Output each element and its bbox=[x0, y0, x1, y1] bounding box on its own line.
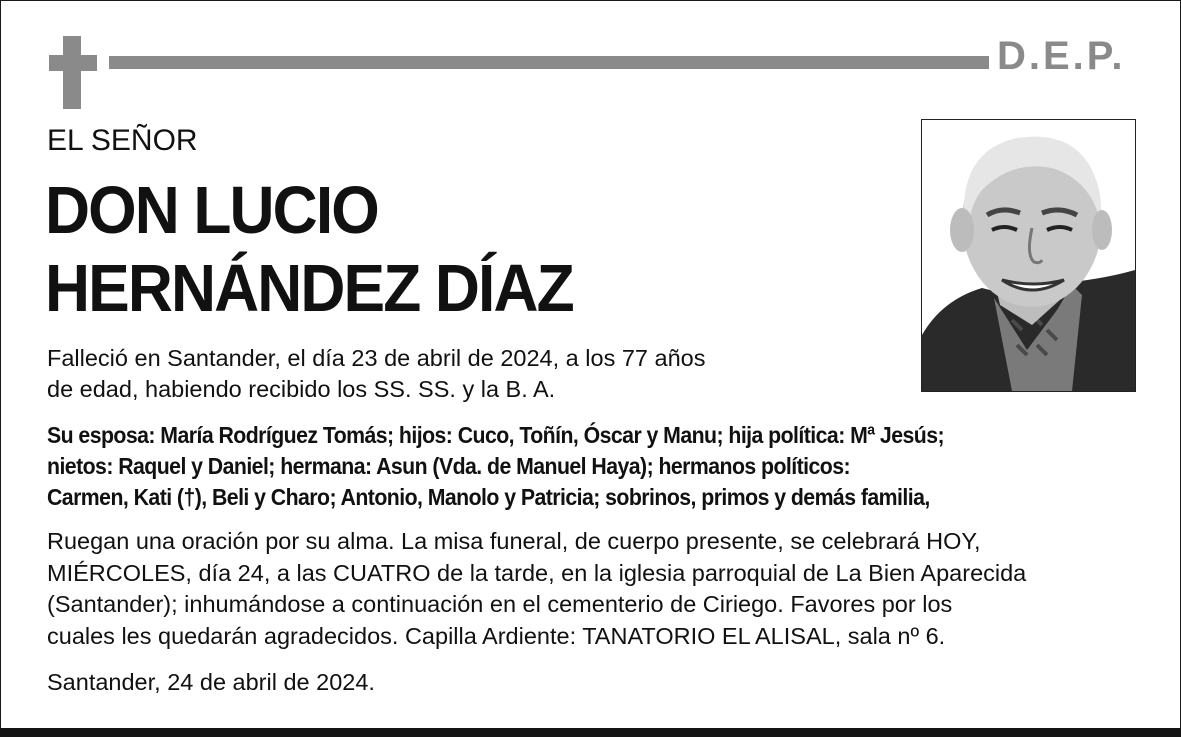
family-list bbox=[47, 420, 1083, 513]
death-notice bbox=[47, 343, 827, 405]
cross-icon-arm bbox=[49, 55, 97, 71]
family-line: Su esposa: María Rodríguez Tomás; hijos: Cuco, Toñín, Óscar y Manu; hija política: Mª Jesús; bbox=[47, 422, 945, 448]
cross-icon bbox=[63, 36, 81, 109]
family-line: nietos: Raquel y Daniel; hermana: Asun (Vda. de Manuel Haya); hermanos políticos: bbox=[47, 453, 851, 479]
dep-mark: D.E.P. bbox=[997, 34, 1126, 78]
funeral-details bbox=[47, 526, 1157, 652]
portrait-photo bbox=[921, 119, 1136, 392]
place-date: Santander, 24 de abril de 2024. bbox=[47, 669, 375, 695]
portrait-illustration bbox=[922, 120, 1135, 391]
funeral-line: MIÉRCOLES, día 24, a las CUATRO de la tarde, en la iglesia parroquial de La Bien Aparecida bbox=[47, 559, 1027, 586]
name-line-2: HERNÁNDEZ DÍAZ bbox=[45, 251, 573, 327]
bottom-rule bbox=[0, 728, 1181, 737]
funeral-line: (Santander); inhumándose a continuación en el cementerio de Ciriego. Favores por los bbox=[47, 591, 953, 617]
funeral-line: cuales les quedarán agradecidos. Capilla Ardiente: TANATORIO EL ALISAL, sala nº 6. bbox=[47, 622, 946, 649]
name-line-1: DON LUCIO bbox=[45, 173, 378, 248]
family-line: Carmen, Kati (†), Beli y Charo; Antonio, Manolo y Patricia; sobrinos, primos y demás familia, bbox=[47, 484, 930, 510]
death-notice-line: Falleció en Santander, el día 23 de abril de 2024, a los 77 años bbox=[47, 345, 706, 371]
deceased-name bbox=[45, 172, 573, 329]
header-rule bbox=[109, 56, 989, 69]
death-notice-line: de edad, habiendo recibido los SS. SS. y la B. A. bbox=[47, 376, 556, 402]
funeral-line: Ruegan una oración por su alma. La misa funeral, de cuerpo presente, se celebrará HOY, bbox=[47, 528, 981, 554]
honorific-label: EL SEÑOR bbox=[47, 124, 198, 157]
